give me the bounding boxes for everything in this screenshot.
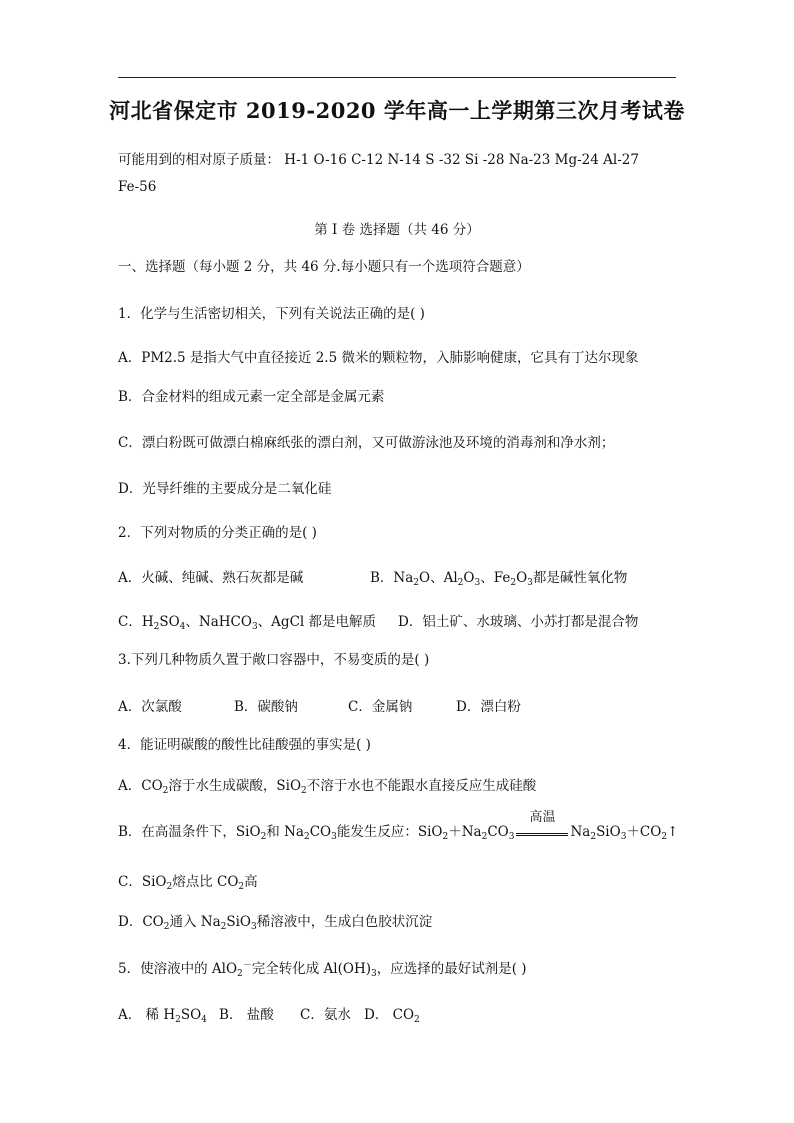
q2-option-c: C．$H_2SO_4$、NaHCO$_3$、AgCl 都是电解质: [118, 614, 377, 632]
gas-arrow-icon: ↑: [667, 824, 679, 840]
reaction-condition-arrow: [516, 810, 568, 842]
q2-stem: 2．下列对物质的分类正确的是( ): [118, 525, 317, 541]
q4-option-c: C．SiO$_2$熔点比 $CO_2$高: [118, 874, 258, 892]
q3-option-c: C．金属钠: [348, 699, 413, 715]
atomic-masses-line: 可能用到的相对原子质量： H-1 O-16 C-12 N-14 S -32 Si -28 Na-23 Mg-24 Al-27: [118, 152, 639, 168]
q2-option-a: A．火碱、纯碱、熟石灰都是碱: [118, 570, 304, 586]
q2-option-d: D．铝土矿、水玻璃、小苏打都是混合物: [398, 614, 639, 630]
q4-stem: 4．能证明碳酸的酸性比硅酸强的事实是( ): [118, 737, 371, 753]
q3-option-d: D．漂白粉: [456, 699, 521, 715]
q1-option-d: D．光导纤维的主要成分是二氧化硅: [118, 481, 332, 497]
q5-stem: 5．使溶液中的 AlO$_2$－完全转化成 $Al(OH)_3$，应选择的最好试剂是( ): [118, 961, 527, 979]
q4-option-d: D．$CO_2$通入 $Na_2SiO_3$稀溶液中，生成白色胶状沉淀: [118, 914, 433, 932]
q2-option-b: B．$Na_2O$、$Al_2O_3$、$Fe_2O_3$都是碱性氧化物: [370, 570, 628, 588]
q4-option-a: A．$CO_2$溶于水生成碳酸，SiO$_2$不溶于水也不能跟水直接反应生成硅酸: [118, 778, 537, 796]
q1-stem: 1．化学与生活密切相关，下列有关说法正确的是( ): [118, 306, 425, 322]
q3-stem: 3.下列几种物质久置于敞口容器中，不易变质的是( ): [118, 652, 430, 668]
q3-option-a: A．次氯酸: [118, 699, 182, 715]
section-instructions: 一、选择题（每小题 2 分，共 46 分.每小题只有一个选项符合题意）: [118, 259, 530, 275]
exam-title: 河北省保定市 2019-2020 学年高一上学期第三次月考试卷: [109, 98, 685, 123]
reaction-condition-label: 高温: [529, 810, 556, 825]
q1-option-a: A．PM2.5 是指大气中直径接近 2.5 微米的颗粒物，入肺影响健康，它具有丁达尔现象: [118, 350, 639, 366]
q5-option-b: B． 盐酸: [219, 1007, 274, 1023]
q5-option-d: D． $CO_2$: [364, 1007, 420, 1025]
atomic-masses-line-cont: Fe-56: [118, 179, 157, 195]
section-title: 第 I 卷 选择题（共 46 分）: [314, 222, 480, 238]
q5-option-a: A． 稀 $H_2SO_4$: [118, 1007, 207, 1025]
q3-option-b: B．碳酸钠: [234, 699, 298, 715]
q1-option-b: B．合金材料的组成元素一定全部是金属元素: [118, 389, 385, 405]
q5-option-c: C．氨水: [300, 1007, 351, 1023]
header-rule: [118, 77, 676, 78]
q4-option-b: B．在高温条件下，SiO$_2$和 $Na_2CO_3$能发生反应：$SiO_2+Na_2CO_3$ 高温 $Na_2SiO_3+CO_2↑$: [118, 810, 679, 842]
q1-option-c: C．漂白粉既可做漂白棉麻纸张的漂白剂，又可做游泳池及环境的消毒剂和净水剂；: [118, 435, 615, 451]
